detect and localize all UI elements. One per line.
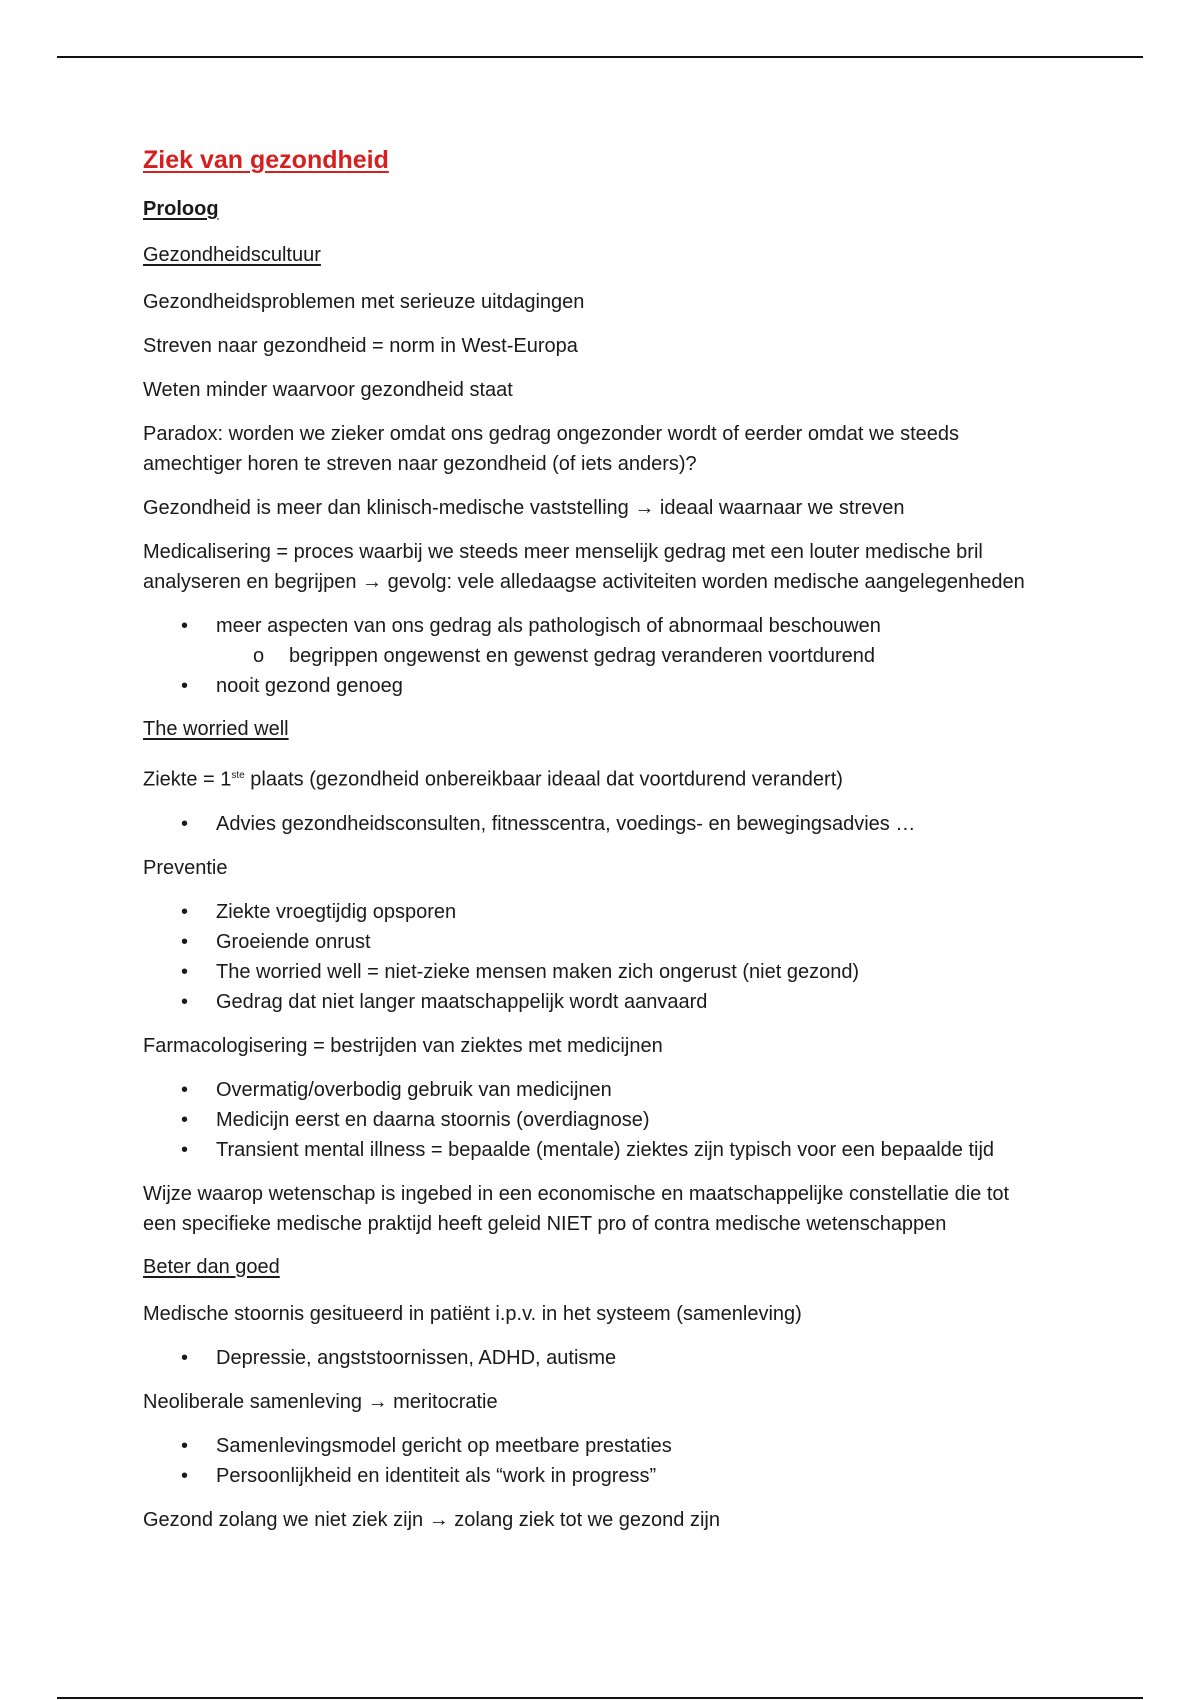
list-item-text: nooit gezond genoeg [216,675,403,697]
superscript: ste [231,770,245,781]
subsection-heading: Gezondheidscultuur [143,244,321,266]
text-run: Ziekte = 1 [143,768,232,791]
bullet-icon: • [181,1464,189,1487]
list-item-text: meer aspecten van ons gedrag als pathologisch of abnormaal beschouwen [216,615,881,637]
bullet-icon: • [181,1108,189,1131]
sub-bullet-icon: o [253,645,265,667]
list-item-text: Groeiende onrust [216,930,371,953]
paragraph: Weten minder waarvoor gezondheid staat [143,379,513,401]
paragraph: Preventie [143,856,228,879]
list-item-text: begrippen ongewenst en gewenst gedrag veranderen voortdurend [289,645,875,667]
list-item [143,611,1043,641]
list-item [143,671,1043,701]
list-item [143,1343,1043,1373]
subsection-heading: The worried well [143,718,289,740]
bullet-list [143,809,1043,839]
paragraph: Streven naar gezondheid = norm in West-Europa [143,335,578,357]
bullet-icon: • [181,900,189,923]
list-item [143,1075,1043,1105]
list-item-text: Transient mental illness = bepaalde (mentale) ziektes zijn typisch voor een bepaalde tijd [216,1138,995,1161]
bullet-icon: • [181,1138,189,1161]
paragraph: Gezond zolang we niet ziek zijn → zolang ziek tot we gezond zijn [143,1508,720,1531]
document-body [143,143,1043,1549]
bullet-list [143,897,1043,1017]
list-item [143,1461,1043,1491]
list-item-text: Gedrag dat niet langer maatschappelijk wordt aanvaard [216,990,708,1013]
list-item [143,987,1043,1017]
footer-rule [57,1697,1143,1699]
list-item [143,927,1043,957]
bullet-list [143,1075,1043,1165]
list-item [143,897,1043,927]
paragraph [143,761,1043,795]
bullet-icon: • [181,960,189,983]
text-run: plaats (gezondheid onbereikbaar ideaal dat voortdurend verandert) [244,768,843,791]
bullet-icon: • [181,812,189,835]
header-rule [57,56,1143,58]
document-title: Ziek van gezondheid [143,146,389,174]
list-item [143,1105,1043,1135]
bullet-icon: • [181,930,189,953]
paragraph: Paradox: worden we zieker omdat ons gedrag ongezonder wordt of eerder omdat we steeds amechtiger horen te streven naar gezondheid (of iets anders)? [143,423,960,475]
paragraph: Gezondheid is meer dan klinisch-medische vaststelling → ideaal waarnaar we streven [143,497,905,519]
bullet-icon: • [181,675,189,697]
paragraph: Wijze waarop wetenschap is ingebed in een economische en maatschappelijke constellatie die tot een specifieke medische praktijd heeft geleid NIET pro of contra medische wetenschappen [143,1182,1010,1235]
list-item-text: Medicijn eerst en daarna stoornis (overdiagnose) [216,1108,650,1131]
list-item [143,1135,1043,1165]
list-item-text: Depressie, angststoornissen, ADHD, autisme [216,1346,617,1369]
bullet-icon: • [181,615,189,637]
list-item [143,957,1043,987]
bullet-list [143,1343,1043,1373]
bullet-list [143,611,1043,701]
sub-list-item [143,641,1043,671]
bullet-icon: • [181,990,189,1013]
list-item-text: Samenlevingsmodel gericht op meetbare prestaties [216,1434,672,1457]
bullet-icon: • [181,1078,189,1101]
list-item [143,1431,1043,1461]
list-item-text: The worried well = niet-zieke mensen maken zich ongerust (niet gezond) [216,960,860,983]
paragraph: Gezondheidsproblemen met serieuze uitdagingen [143,291,585,313]
paragraph: Medische stoornis gesitueerd in patiënt i.p.v. in het systeem (samenleving) [143,1302,802,1325]
list-item [143,809,1043,839]
bullet-icon: • [181,1434,189,1457]
subsection-heading: Beter dan goed [143,1255,280,1278]
paragraph: Medicalisering = proces waarbij we steeds meer menselijk gedrag met een louter medische bril analyseren en begrijpen → gevolg: vele alledaagse activiteiten worden medische aangelegenheden [143,541,1025,593]
paragraph: Neoliberale samenleving → meritocratie [143,1390,498,1413]
list-item-text: Overmatig/overbodig gebruik van medicijnen [216,1078,612,1101]
paragraph: Farmacologisering = bestrijden van ziektes met medicijnen [143,1034,663,1057]
bullet-icon: • [181,1346,189,1369]
bullet-list [143,1431,1043,1491]
list-item-text: Ziekte vroegtijdig opsporen [216,900,457,923]
list-item-text: Advies gezondheidsconsulten, fitnesscentra, voedings- en bewegingsadvies … [216,812,916,835]
list-item-text: Persoonlijkheid en identiteit als “work in progress” [216,1464,657,1487]
section-heading: Proloog [143,198,219,220]
